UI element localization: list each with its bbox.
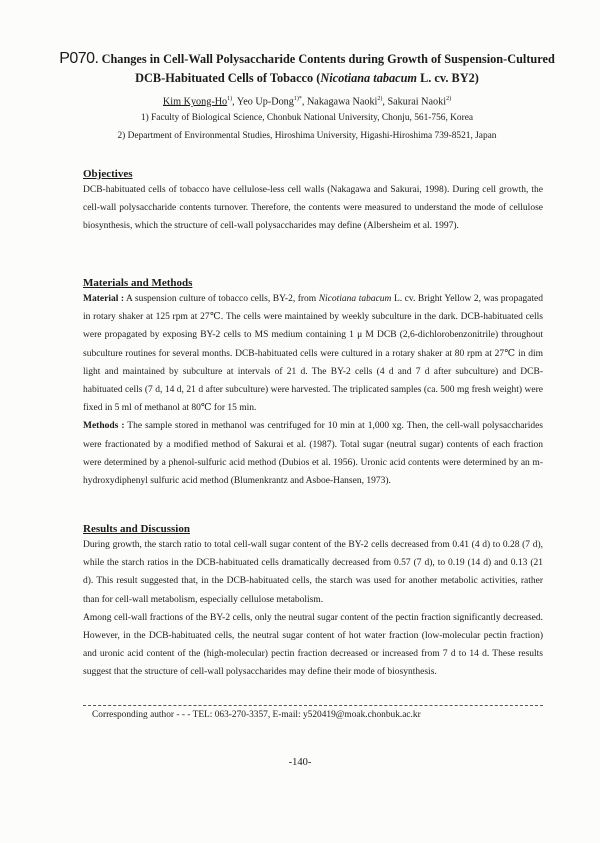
corresponding-author: Corresponding author - - - TEL: 063-270-3357, E-mail: y520419@moak.chonbuk.ac.kr [92,710,421,720]
page-number: -140- [288,757,312,768]
author-2: , Yeo Up-Dong [232,96,294,108]
author-list [52,96,562,107]
material-label: Material : [83,294,125,304]
objectives-heading: Objectives [83,168,133,180]
materials-methods-section [83,276,543,490]
title-line-1 [52,50,562,68]
title-text-2-pre: DCB-Habituated Cells of Tobacco ( [135,71,321,85]
material-species: Nicotiana tabacum [318,294,392,304]
author-4-affil: 2) [446,96,452,102]
author-3: , Nakagawa Naoki [301,96,378,108]
author-1-affil: 1) [227,96,233,102]
footer-divider [83,705,543,706]
title-text-2-post: L. cv. BY2) [417,71,479,85]
results-section [83,522,543,682]
title-species: Nicotiana tabacum [320,71,417,85]
methods-paragraph [83,417,543,490]
title-text-1: Changes in Cell-Wall Polysaccharide Contents during Growth of Suspension-Cultured [101,52,555,66]
results-paragraph-2: Among cell-wall fractions of the BY-2 cells, only the neutral sugar content of the pectin fraction significantly decreased. However, in the DCB-habituated cells, the neutral sugar content of hot water fraction (low-molecular pectin fraction) and uronic acid content of the (high-molecular) pectin fraction decreased or increased from 7 d to 14 d. These results suggest that the structure of cell-wall polysaccharides may define their mode of biosynthesis. [83,612,543,678]
objectives-section [83,167,543,236]
affiliation-2: 2) Department of Environmental Studies, Hiroshima University, Higashi-Hiroshima 739-8521, Japan [117,131,497,141]
author-3-affil: 2) [377,96,383,102]
author-2-affil: 1)* [293,96,302,102]
material-paragraph [83,290,543,417]
methods-text: The sample stored in methanol was centrifuged for 10 min at 1,000 xg. Then, the cell-wall polysaccharides were fractionated by a modified method of Sakurai et al. (1987). Total sugar (neutral sugar) contents of each fraction were determined by a phenol-sulfuric acid method (Dubios et al. 1956). Uronic acid contents were determined by an m-hydroxydiphenyl sulfuric acid method (Blumenkrantz and Asboe-Hansen, 1973). [83,421,543,487]
results-paragraph-1: During growth, the starch ratio to total cell-wall sugar content of the BY-2 cells decreased from 0.41 (4 d) to 0.28 (7 d), while the starch ratios in the DCB-habituated cells dramatically decreased from 0.57 (7 d), to 0.19 (14 d) and 0.13 (21 d). This result suggested that, in the DCB-habituated cells, the starch was used for another metabolic activities, rather than for cell-wall metabolism, especially cellulose metabolism. [83,540,543,605]
materials-methods-heading: Materials and Methods [83,277,193,289]
paper-id: P070. [59,50,99,67]
methods-label: Methods : [83,421,125,432]
affiliation-1: 1) Faculty of Biological Science, Chonbuk National University, Chonju, 561-756, Korea [140,113,474,123]
results-heading: Results and Discussion [83,523,190,535]
material-text-pre: A suspension culture of tobacco cells, BY-2, from [124,294,319,304]
objectives-text: DCB-habituated cells of tobacco have cellulose-less cell walls (Nakagawa and Sakurai, 1998). During cell growth, the cell-wall polysaccharide contents turnover. Therefore, the contents were measured to understand the mode of cellulose biosynthesis, which the structure of cell-wall polysaccharides may define (Albersheim et al. 1997). [83,185,543,232]
material-text-post: L. cv. Bright Yellow 2, was propagated in rotary shaker at 125 rpm at 27℃. The cells were maintained by weekly subculture in the dark. DCB-habituated cells were propagated by exposing BY-2 cells to MS medium containing 1 μ M DCB (2,6-dichlorobenzonitrile) throughout subculture routines for several months. DCB-habituated cells were cultured in a rotary shaker at 80 rpm at 27℃ in dim light and maintained by subculture at intervals of 21 d. The BY-2 cells (4 d and 7 d after subculture) and DCB-habituated cells (7 d, 14 d, 21 d after subculture) were harvested. The triplicated samples (ca. 500 mg fresh weight) were fixed in 5 ml of methanol at 80℃ for 15 min. [83,294,543,414]
author-4: , Sakurai Naoki [382,96,447,108]
title-line-2 [52,69,562,87]
presenting-author: Kim Kyong-Ho [162,96,228,108]
title-block [52,50,562,87]
